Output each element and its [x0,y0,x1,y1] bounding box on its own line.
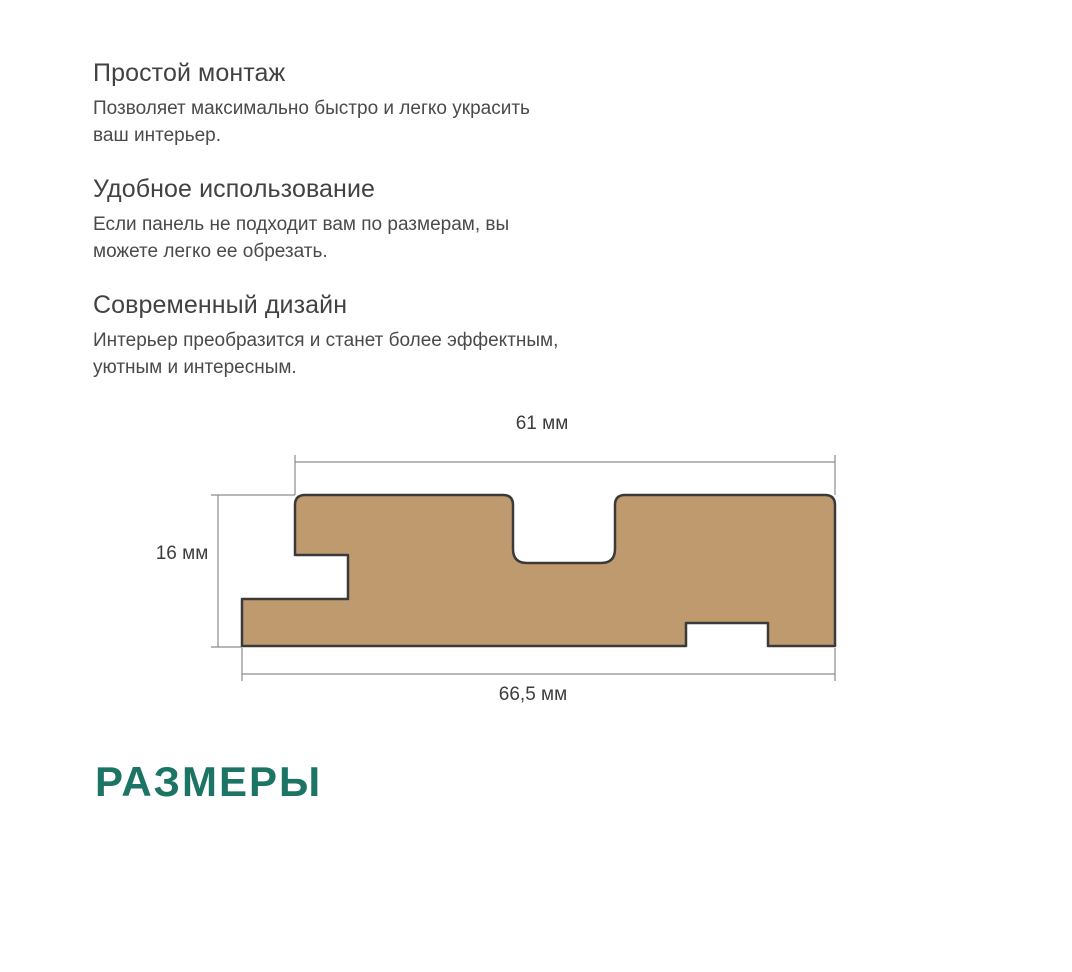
feature-description: Если панель не подходит вам по размерам, вы можете легко ее обрезать. [93,214,510,262]
feature-convenient-use [93,171,653,265]
features-list [93,55,653,403]
feature-description: Позволяет максимально быстро и легко украсить ваш интерьер. [93,98,530,146]
feature-modern-design [93,287,653,381]
section-title-dimensions: РАЗМЕРЫ [95,758,323,805]
panel-profile-shape [242,495,835,646]
feature-description: Интерьер преобразится и станет более эффектным, уютным и интересным. [93,330,559,378]
feature-title: Современный дизайн [93,291,348,319]
bottom-width-label: 66,5 мм [498,684,568,705]
feature-title: Удобное использование [93,175,376,203]
height-label: 16 мм [155,543,209,564]
top-width-label: 61 мм [515,413,569,434]
top-dimension [295,413,835,495]
height-dimension [156,495,295,647]
feature-simple-installation [93,55,653,149]
feature-title: Простой монтаж [93,59,286,87]
bottom-dimension [242,648,835,705]
